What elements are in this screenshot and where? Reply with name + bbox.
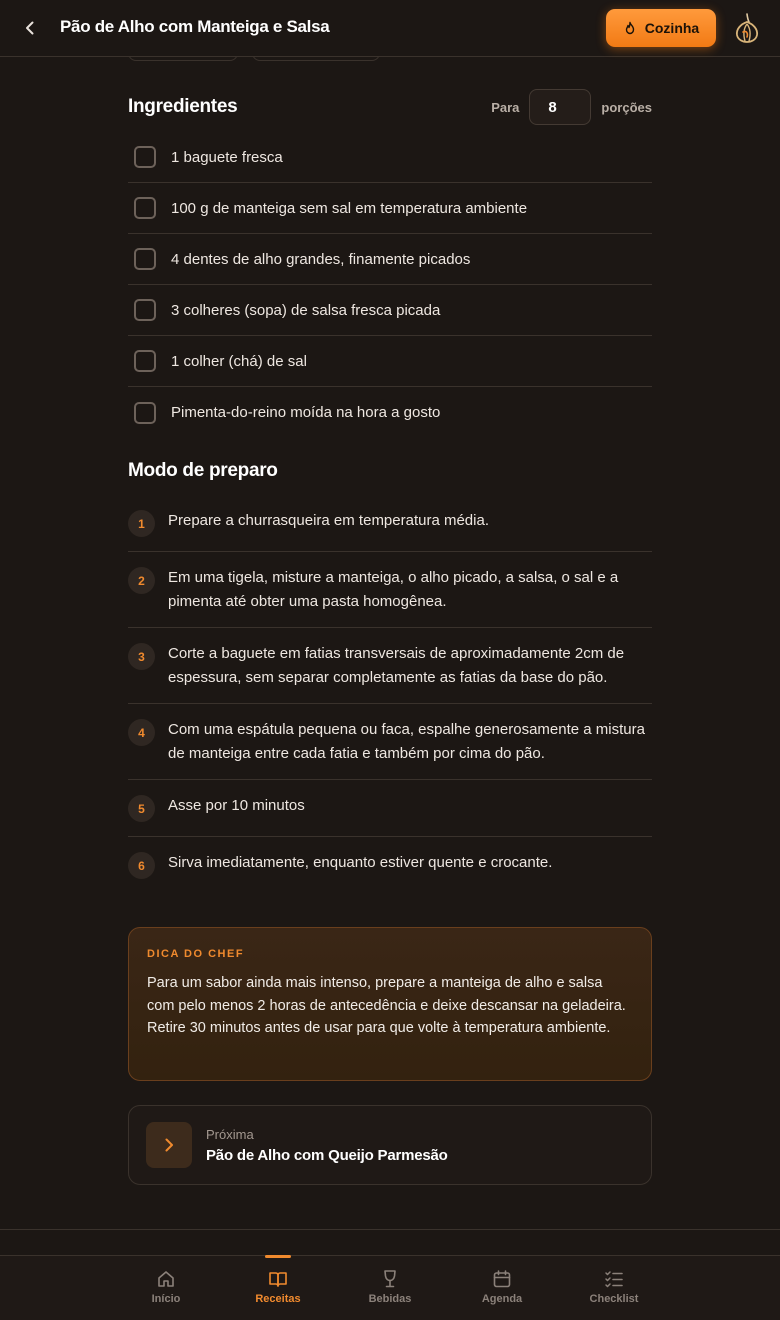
ingredient-item[interactable]: [128, 387, 652, 438]
step-item: [128, 552, 652, 628]
portions-suffix: porções: [601, 99, 652, 115]
ingredient-list: [128, 132, 652, 438]
step-number: 1: [128, 510, 155, 537]
page-title: Pão de Alho com Manteiga e Salsa: [60, 17, 330, 36]
step-number: 4: [128, 719, 155, 746]
step-number: 6: [128, 852, 155, 879]
active-indicator: [265, 1255, 291, 1258]
chef-tip-text: Para um sabor ainda mais intenso, prepare a manteiga de alho e salsa com pelo menos 2 horas de antecedência e deixe descansar na geladeira. Retire 30 minutos antes de usar para que volte à temperatura ambiente.: [147, 975, 626, 1036]
nav-label: Bebidas: [368, 1293, 412, 1305]
calendar-icon: [492, 1269, 512, 1289]
step-text: Com uma espátula pequena ou faca, espalhe generosamente a mistura de manteiga entre cada fatia e também por cima do pão.: [168, 721, 645, 762]
step-text: Asse por 10 minutos: [168, 797, 305, 814]
ingredient-text: 1 baguete fresca: [171, 148, 283, 166]
step-item: [128, 704, 652, 780]
portions-prefix: Para: [491, 99, 520, 115]
ingredient-item[interactable]: [128, 183, 652, 234]
next-recipe-title: Pão de Alho com Queijo Parmesão: [206, 1146, 448, 1164]
next-recipe-card[interactable]: [128, 1105, 652, 1185]
checklist-icon: [604, 1269, 624, 1289]
ingredient-text: 100 g de manteiga sem sal em temperatura ambiente: [171, 199, 528, 217]
preparation-title: Modo de preparo: [128, 460, 278, 481]
ingredient-text: 3 colheres (sopa) de salsa fresca picada: [171, 301, 441, 319]
step-number: 5: [128, 795, 155, 822]
step-text: Corte a baguete em fatias transversais de aproximadamente 2cm de espessura, sem separar completamente as fatias da base do pão.: [168, 645, 625, 686]
ingredient-checkbox[interactable]: [134, 402, 156, 424]
ingredient-checkbox[interactable]: [134, 248, 156, 270]
nav-item-inicio[interactable]: [116, 1256, 216, 1320]
cook-mode-button[interactable]: [606, 9, 716, 47]
next-recipe-text: [206, 1127, 448, 1164]
ingredient-checkbox[interactable]: [134, 197, 156, 219]
ingredient-text: 1 colher (chá) de sal: [171, 352, 307, 370]
chevron-right-icon: [161, 1137, 177, 1153]
ingredients-header: [128, 90, 652, 124]
ingredients-title: Ingredientes: [128, 96, 238, 117]
book-icon: [268, 1269, 288, 1289]
step-number: 2: [128, 567, 155, 594]
flame-icon: [623, 21, 637, 35]
portions-control: [491, 89, 652, 125]
step-number: 3: [128, 643, 155, 670]
step-item: [128, 628, 652, 704]
ingredient-item[interactable]: [128, 336, 652, 387]
bottom-nav: [0, 1255, 780, 1320]
chevron-left-icon: [21, 19, 39, 37]
ingredient-item[interactable]: [128, 132, 652, 183]
home-icon: [156, 1269, 176, 1289]
step-item: [128, 780, 652, 837]
ingredient-text: Pimenta-do-reino moída na hora a gosto: [171, 404, 441, 421]
step-text: Prepare a churrasqueira em temperatura média.: [168, 512, 489, 529]
step-list: [128, 495, 652, 893]
chef-tip-label: DICA DO CHEF: [147, 948, 245, 960]
nav-item-bebidas[interactable]: [340, 1256, 440, 1320]
content-divider: [0, 1229, 780, 1230]
nav-item-checklist[interactable]: [564, 1256, 664, 1320]
ingredient-checkbox[interactable]: [134, 299, 156, 321]
nav-label: Checklist: [589, 1293, 639, 1305]
portions-input[interactable]: 8: [529, 89, 591, 125]
next-recipe-label: Próxima: [206, 1126, 254, 1142]
cook-mode-label: Cozinha: [644, 20, 700, 36]
nav-label: Agenda: [481, 1293, 523, 1305]
ingredient-item[interactable]: [128, 234, 652, 285]
chef-tip-card: [128, 927, 652, 1081]
garlic-logo-icon[interactable]: [733, 12, 761, 44]
next-arrow-box: [146, 1122, 192, 1168]
nav-label: Receitas: [255, 1293, 301, 1305]
ingredient-item[interactable]: [128, 285, 652, 336]
nav-item-agenda[interactable]: [452, 1256, 552, 1320]
ingredient-checkbox[interactable]: [134, 146, 156, 168]
ingredient-text: 4 dentes de alho grandes, finamente picados: [171, 250, 471, 268]
ingredient-checkbox[interactable]: [134, 350, 156, 372]
step-item: [128, 837, 652, 893]
step-item: [128, 495, 652, 552]
step-text: Em uma tigela, misture a manteiga, o alho picado, a salsa, o sal e a pimenta até obter uma pasta homogênea.: [168, 569, 619, 610]
nav-label: Início: [151, 1293, 181, 1305]
step-text: Sirva imediatamente, enquanto estiver quente e crocante.: [168, 854, 553, 871]
wine-glass-icon: [380, 1269, 400, 1289]
top-bar: [0, 0, 780, 57]
nav-item-receitas[interactable]: [228, 1256, 328, 1320]
back-button[interactable]: [16, 14, 44, 42]
